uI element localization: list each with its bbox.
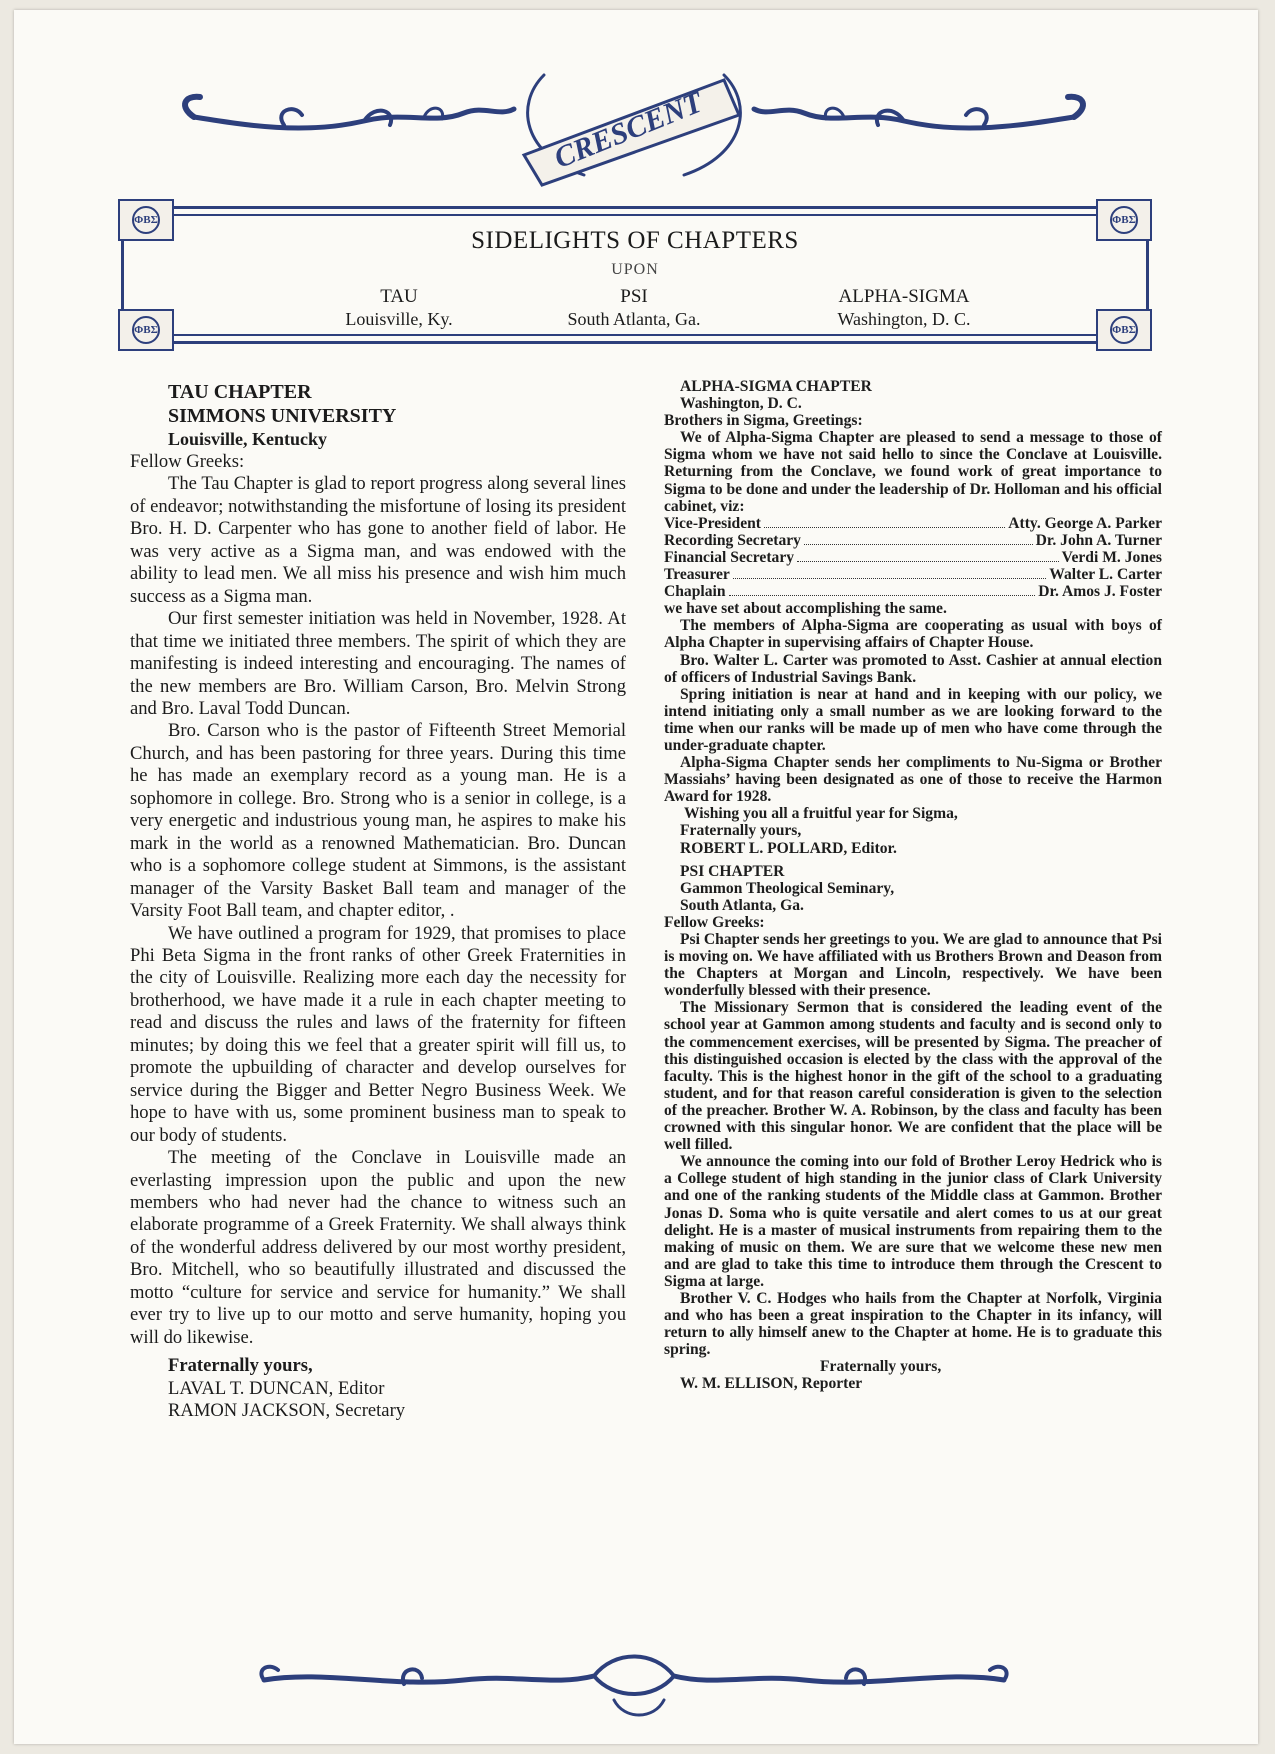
psi-closing: Fraternally yours, xyxy=(820,1358,942,1376)
corner-emblem-top-left: ΦΒΣ xyxy=(118,199,174,241)
corner-emblem-bottom-left: ΦΒΣ xyxy=(118,309,174,351)
tau-paragraph: We have outlined a program for 1929, that promises to place Phi Beta Sigma in the front ranks of other Greek Fraternities in the city of Louisville. Realizing more each day the necessity for brotherhood, we have made it a rule in each chapter meeting to read and discuss the rules and laws of the fraternity for fifteen minutes; by doing this we feel that a greater spirit will fill us, to promote the upbuilding of character and develop ourselves for service during the Bigger and Better Negro Business Week. We hope to have with us, some prominent business man to speak to our body of students. xyxy=(130,922,626,1146)
tau-chapter-article xyxy=(130,380,626,1422)
officer-row: Vice-President Atty. George A. Parker xyxy=(664,514,1162,532)
psi-location: South Atlanta, Ga. xyxy=(680,896,804,914)
officer-row: Treasurer Walter L. Carter xyxy=(664,566,1162,584)
tau-paragraph: The meeting of the Conclave in Louisville made an everlasting impression upon the public and upon the new members who had never had the chance to witness such an elaborate programme of a Greek Fraternity. We shall always think of the wonderful address delivered by our most worthy president, Bro. Mitchell, who so beautifully illustrated and discussed the motto “culture for service and service for humanity.” We shall ever try to live up to our motto and serve humanity, hoping you will do likewise. xyxy=(130,1147,626,1348)
psi-title: PSI CHAPTER xyxy=(680,862,785,880)
tau-university: SIMMONS UNIVERSITY xyxy=(168,405,397,427)
corner-emblem-top-right: ΦΒΣ xyxy=(1096,199,1152,241)
tau-paragraph: Our first semester initiation was held in November, 1928. At that time we initiated three members. The spirit of which they are manifesting is indeed interesting and encouraging. The names of the new members are Bro. William Carson, Bro. Melvin Strong and Bro. Laval Todd Duncan. xyxy=(130,608,626,719)
psi-paragraph: We announce the coming into our fold of Brother Leroy Hedrick who is a College student of high standing in the junior class of Clark University and one of the ranking students of the Middle class at Gammon. Brother Jonas D. Soma who is quite versatile and alert comes to us at our great delight. He is a master of musical instruments from repairing them to the making of music on them. We are sure that we welcome these new men and are glad to take this time to introduce them through the Crescent to Sigma at large. xyxy=(664,1153,1162,1290)
officer-list xyxy=(664,515,1162,600)
header-chapter-tau: TAU xyxy=(380,286,418,307)
psi-signer: W. M. ELLISON, Reporter xyxy=(680,1375,863,1393)
header-chapter-alpha-sigma: ALPHA-SIGMA xyxy=(838,286,970,307)
header-box xyxy=(121,206,1149,344)
alpha-sigma-paragraph: The members of Alpha-Sigma are cooperating as usual with boys of Alpha Chapter in supervising affairs of Chapter House. xyxy=(664,617,1162,652)
crescent-logo xyxy=(524,80,739,185)
header-location-alpha-sigma: Washington, D. C. xyxy=(837,309,971,329)
upon-label: UPON xyxy=(611,261,659,278)
officer-row: Financial Secretary Verdi M. Jones xyxy=(664,548,1162,566)
corner-emblem-bottom-right: ΦΒΣ xyxy=(1096,309,1152,351)
header-location-psi: South Atlanta, Ga. xyxy=(567,309,701,329)
header-chapter-psi: PSI xyxy=(620,286,648,307)
tau-title: TAU CHAPTER xyxy=(168,381,312,403)
tau-salutation: Fellow Greeks: xyxy=(130,451,245,472)
psi-paragraph: The Missionary Sermon that is considered the leading event of the school year at Gammon among students and faculty and is second only to the commencement exercises, will be presented by Sigma. The preacher of this distinguished occasion is elected by the class with the approval of the faculty. This is the highest honor in the gift of the school to a graduating student, and for that reason careful consideration is given to the selection of the preacher. Brother W. A. Robinson, by the class and faculty has been crowned with this singular honor. We are confident that the place will be well filled. xyxy=(664,999,1162,1154)
alpha-sigma-paragraph: Bro. Walter L. Carter was promoted to Asst. Cashier at annual election of officers of Industrial Savings Bank. xyxy=(664,651,1162,686)
alpha-sigma-closing: Fraternally yours, xyxy=(680,822,802,840)
tau-paragraph: Bro. Carson who is the pastor of Fifteenth Street Memorial Church, and has been pastoring for three years. During this time he has made an exemplary record as a young man. He is a sophomore in college. Bro. Strong who is a senior in college, is a very energetic and industrious young man, he aspires to make his mark in the world as a renowned Mathematician. Bro. Duncan who is a sophomore college student at Simmons, is the assistant manager of the Varsity Basket Ball team and manager of the Varsity Foot Ball team, and chapter editor, . xyxy=(130,720,626,922)
right-column xyxy=(664,378,1162,1393)
tau-signer-secretary: RAMON JACKSON, Secretary xyxy=(168,1400,406,1422)
psi-paragraph: Psi Chapter sends her greetings to you. We are glad to announce that Psi is moving on. We have affiliated with us Brothers Brown and Deason from the Chapters at Morgan and Lincoln, respectively. We have been wonderfully blessed with their presence. xyxy=(664,931,1162,1000)
alpha-sigma-paragraph: Spring initiation is near at hand and in keeping with our policy, we intend initiating only a small number as we are looking forward to the time when our ranks will be made up of men who have come through the under-graduate chapter. xyxy=(664,685,1162,754)
alpha-sigma-paragraph: We of Alpha-Sigma Chapter are pleased to send a message to those of Sigma whom we have not said hello to since the Conclave at Louisville. Returning from the Conclave, we found work of great importance to Sigma to be done and under the leadership of Dr. Holloman and his official cabinet, viz: xyxy=(664,429,1162,515)
alpha-sigma-title: ALPHA-SIGMA CHAPTER xyxy=(680,378,872,395)
officer-row: Recording Secretary Dr. John A. Turner xyxy=(664,531,1162,549)
alpha-sigma-text: we have set about accomplishing the same. xyxy=(664,600,947,618)
tau-closing: Fraternally yours, xyxy=(168,1355,313,1377)
top-ornament xyxy=(164,55,1104,195)
bottom-ornament xyxy=(254,1640,1014,1730)
psi-salutation: Fellow Greeks: xyxy=(664,913,765,931)
svg-text:CRESCENT: CRESCENT xyxy=(549,85,708,175)
psi-seminary: Gammon Theological Seminary, xyxy=(680,879,895,897)
alpha-sigma-salutation: Brothers in Sigma, Greetings: xyxy=(664,412,863,430)
officer-row: Chaplain Dr. Amos J. Foster xyxy=(664,583,1162,601)
tau-signer-editor: LAVAL T. DUNCAN, Editor xyxy=(168,1377,385,1399)
psi-paragraph: Brother V. C. Hodges who hails from the Chapter at Norfolk, Virginia and who has been a great inspiration to the Chapter in its infancy, will return to ally himself anew to the Chapter at home. He is to graduate this spring. xyxy=(664,1289,1162,1359)
tau-paragraph: The Tau Chapter is glad to report progress along several lines of endeavor; notwithstanding the misfortune of losing its president Bro. H. D. Carpenter who has gone to another field of labor. He was very active as a Sigma man, and was endowed with the ability to lead men. We all miss his presence and wish him much success as a Sigma man. xyxy=(130,473,626,607)
alpha-sigma-paragraph: Alpha-Sigma Chapter sends her compliments to Nu-Sigma or Brother Massiahs’ having been designated as one of those to receive the Harmon Award for 1928. xyxy=(664,754,1162,806)
alpha-sigma-signer: ROBERT L. POLLARD, Editor. xyxy=(680,839,897,857)
page-title: SIDELIGHTS OF CHAPTERS xyxy=(471,227,799,254)
alpha-sigma-location: Washington, D. C. xyxy=(680,395,802,413)
tau-location: Louisville, Kentucky xyxy=(168,429,328,449)
header-location-tau: Louisville, Ky. xyxy=(345,309,453,329)
page xyxy=(14,10,1258,1744)
alpha-sigma-wish: Wishing you all a fruitful year for Sigma, xyxy=(684,805,958,823)
